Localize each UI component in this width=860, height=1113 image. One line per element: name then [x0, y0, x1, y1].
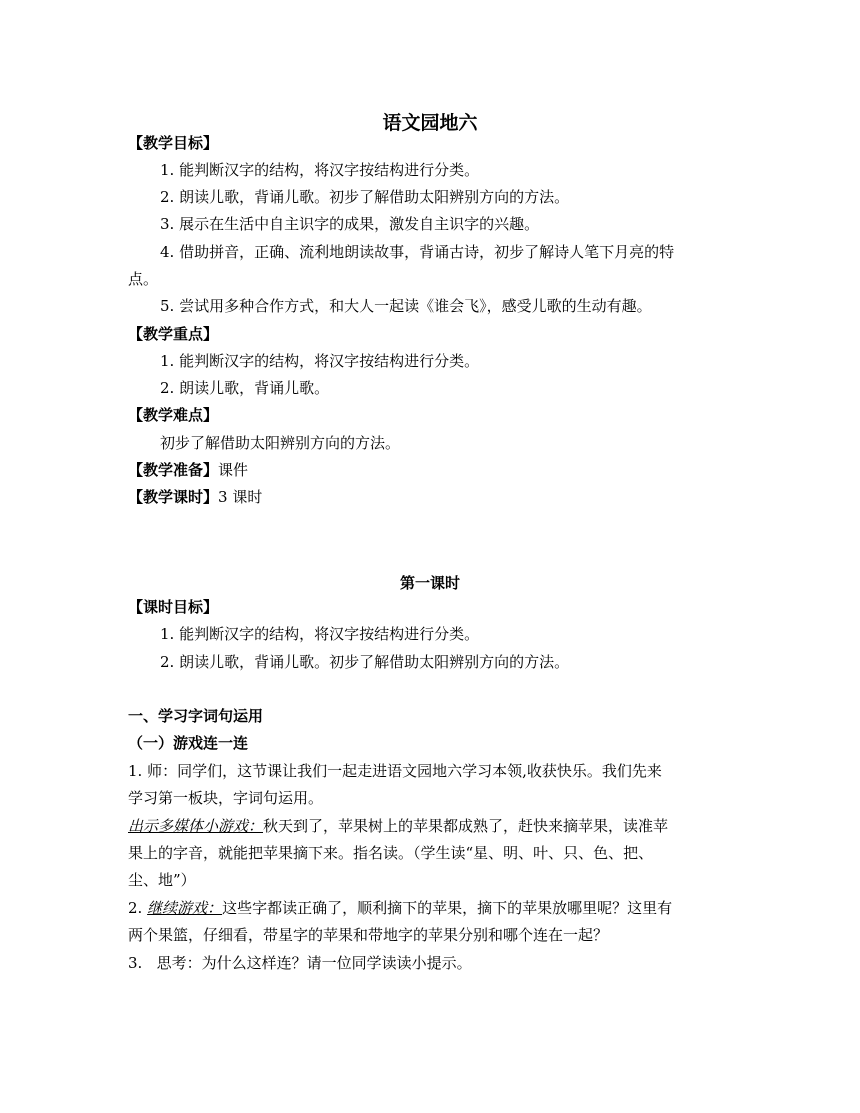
key-point-item: 2. 朗读儿歌，背诵儿歌。 — [160, 379, 330, 397]
preparation-heading: 【教学准备】 — [128, 461, 219, 479]
difficulty-text: 初步了解借助太阳辨别方向的方法。 — [160, 434, 401, 452]
paragraph-line: 果上的字音，就能把苹果摘下来。指名读。（学生读“星、明、叶、只、色、把、 — [128, 844, 654, 862]
emphasis-label: 继续游戏： — [147, 899, 223, 917]
emphasis-label: 出示多媒体小游戏： — [128, 817, 264, 835]
document-title: 语文园地六 — [382, 112, 478, 134]
goals-heading: 【教学目标】 — [128, 134, 219, 152]
hours-line — [128, 487, 742, 507]
goal-item: 1. 能判断汉字的结构，将汉字按结构进行分类。 — [160, 161, 480, 179]
lesson-goal-item: 2. 朗读儿歌，背诵儿歌。初步了解借助太阳辨别方向的方法。 — [160, 653, 570, 671]
goal-item-continued: 点。 — [128, 270, 159, 288]
lesson-title: 第一课时 — [399, 574, 460, 592]
lesson-goal-item: 1. 能判断汉字的结构，将汉字按结构进行分类。 — [160, 625, 480, 643]
item-number: 2. — [128, 899, 148, 917]
key-points-heading: 【教学重点】 — [128, 325, 219, 343]
paragraph-line: 3. 思考：为什么这样连？请一位同学读读小提示。 — [128, 954, 472, 972]
goal-item: 4. 借助拼音，正确、流利地朗读故事，背诵古诗，初步了解诗人笔下月亮的特 — [160, 243, 675, 261]
goal-item: 3. 展示在生活中自主识字的成果，激发自主识字的兴趣。 — [160, 215, 540, 233]
preparation-line — [128, 460, 742, 480]
paragraph-line: 两个果篮，仔细看，带星字的苹果和带地字的苹果分别和哪个连在一起？ — [128, 926, 609, 944]
lesson-goals-heading: 【课时目标】 — [128, 598, 219, 616]
hours-heading: 【教学课时】 — [128, 488, 219, 506]
paragraph-line: 学习第一板块，字词句运用。 — [128, 789, 324, 807]
paragraph-text: 秋天到了，苹果树上的苹果都成熟了，赶快来摘苹果，读准苹 — [263, 817, 669, 835]
paragraph-line: 尘、地”） — [128, 871, 196, 889]
paragraph-line — [128, 816, 742, 836]
part-heading: 一、学习字词句运用 — [128, 707, 264, 725]
preparation-value: 课件 — [218, 461, 249, 479]
paragraph-line — [128, 898, 742, 918]
hours-value: 3 课时 — [218, 488, 263, 506]
goal-item: 5. 尝试用多种合作方式，和大人一起读《谁会飞》，感受儿歌的生动有趣。 — [160, 297, 652, 315]
paragraph-line: 1. 师：同学们，这节课让我们一起走进语文园地六学习本领,收获快乐。我们先来 — [128, 762, 662, 780]
goal-item: 2. 朗读儿歌，背诵儿歌。初步了解借助太阳辨别方向的方法。 — [160, 188, 570, 206]
difficulty-heading: 【教学难点】 — [128, 406, 219, 424]
paragraph-text: 这些字都读正确了，顺利摘下的苹果，摘下的苹果放哪里呢？这里有 — [222, 899, 673, 917]
key-point-item: 1. 能判断汉字的结构，将汉字按结构进行分类。 — [160, 352, 480, 370]
part-subheading: （一）游戏连一连 — [128, 734, 249, 752]
